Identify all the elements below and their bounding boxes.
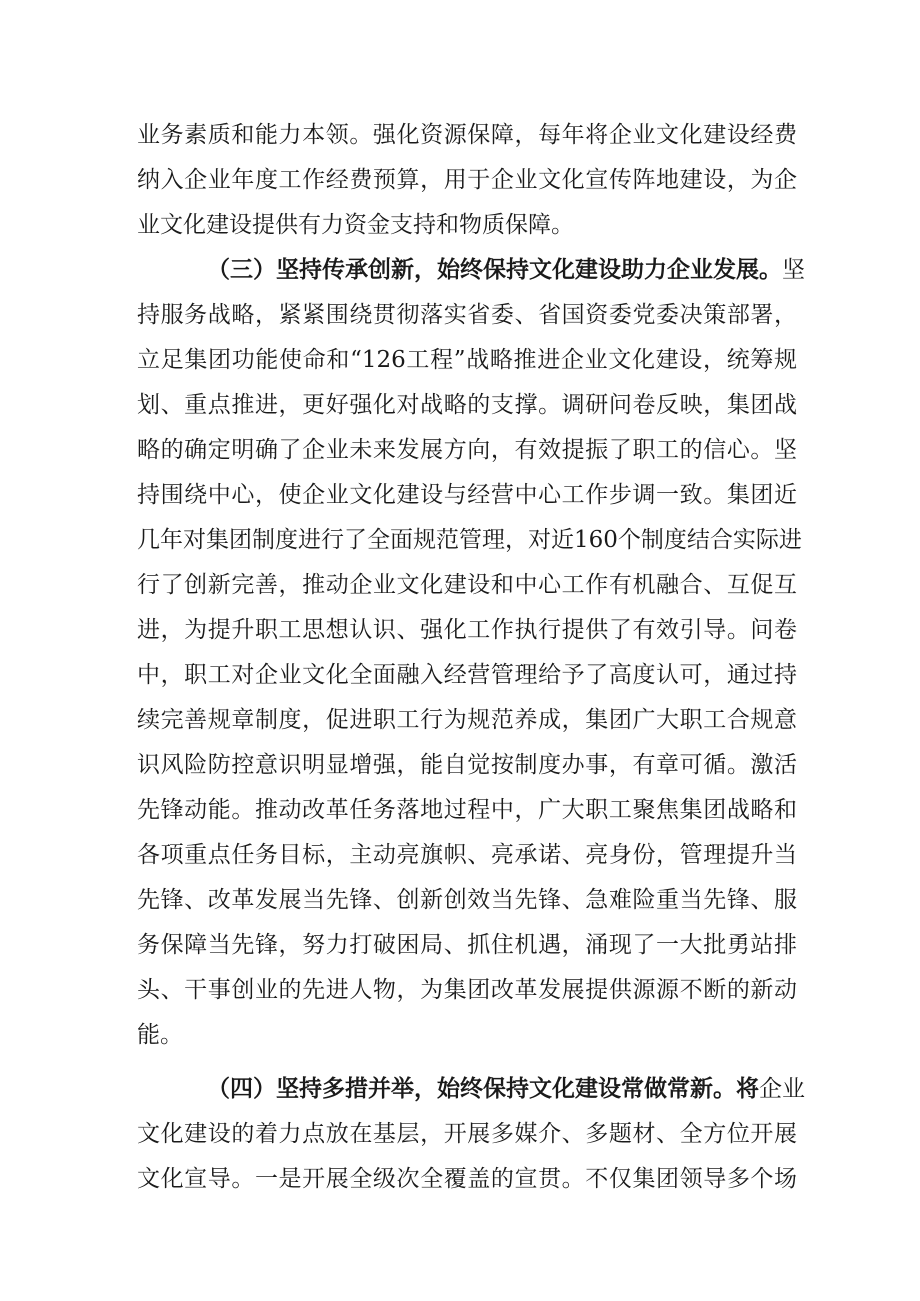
text-line: 划、重点推进，更好强化对战略的支撑。调研问卷反映，集团战 [137,392,797,418]
section-heading: （四）坚持多措并举，始终保持文化建设常做常新。 [207,1076,736,1102]
text-line: 立足集团功能使命和“126工程”战略推进企业文化建设，统筹规 [137,347,797,373]
text-line: 续完善规章制度，促进职工行为规范养成，集团广大职工合规意 [137,707,797,733]
text-line: 略的确定明确了企业未来发展方向，有效提振了职工的信心。坚 [137,437,797,463]
text-line: 识风险防控意识明显增强，能自觉按制度办事，有章可循。激活 [137,752,797,778]
text-line: 头、干事创业的先进人物，为集团改革发展提供源源不断的新动 [137,977,797,1003]
section-heading: （三）坚持传承创新，始终保持文化建设助力企业发展。 [207,257,782,283]
text-line: 业文化建设提供有力资金支持和物质保障。 [137,212,574,238]
text-line: 文化宣导。一是开展全级次全覆盖的宣贯。不仅集团领导多个场 [137,1166,797,1192]
text-line: 纳入企业年度工作经费预算，用于企业文化宣传阵地建设，为企 [137,167,797,193]
text-line: 业务素质和能力本领。强化资源保障，每年将企业文化建设经费 [137,122,797,148]
text-line: 各项重点任务目标，主动亮旗帜、亮承诺、亮身份，管理提升当 [137,842,797,868]
paragraph-heading-line [207,252,805,288]
text-line: 能。 [137,1022,183,1048]
text-line: 持围绕中心，使企业文化建设与经营中心工作步调一致。集团近 [137,482,797,508]
text-line: 先锋、改革发展当先锋、创新创效当先锋、急难险重当先锋、服 [137,887,797,913]
text-line: 行了创新完善，推动企业文化建设和中心工作有机融合、互促互 [137,572,797,598]
text-line: 几年对集团制度进行了全面规范管理，对近160个制度结合实际进 [137,527,802,553]
heading-line-rest: 坚 [782,257,805,283]
text-line: 务保障当先锋，努力打破困局、抓住机遇，涌现了一大批勇站排 [137,932,797,958]
paragraph-heading-line [207,1071,805,1107]
text-line: 进，为提升职工思想认识、强化工作执行提供了有效引导。问卷 [137,617,797,643]
heading-line-rest: 企业 [759,1076,805,1102]
text-line: 中，职工对企业文化全面融入经营管理给予了高度认可，通过持 [137,662,797,688]
text-line: 持服务战略，紧紧围绕贯彻落实省委、省国资委党委决策部署， [137,302,797,328]
heading-tail: 将 [736,1076,759,1102]
text-line: 文化建设的着力点放在基层，开展多媒介、多题材、全方位开展 [137,1121,797,1147]
text-line: 先锋动能。推动改革任务落地过程中，广大职工聚焦集团战略和 [137,797,797,823]
